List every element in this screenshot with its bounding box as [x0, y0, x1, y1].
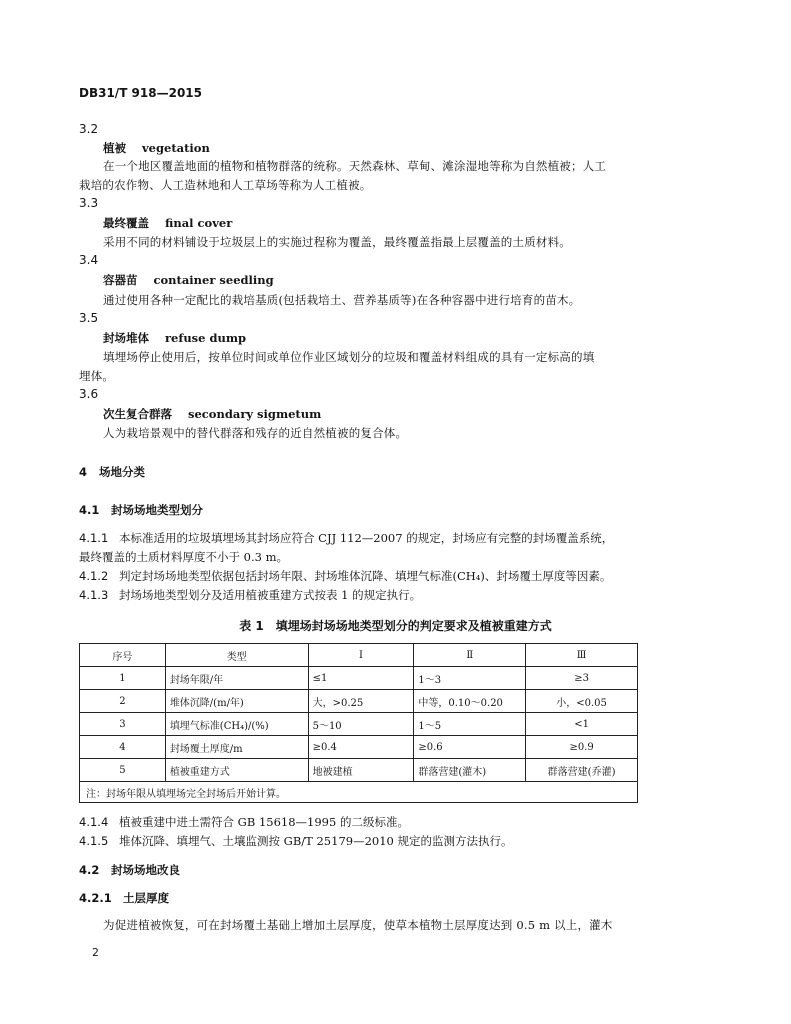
section-number: 4 — [79, 465, 88, 479]
term-en: container seedling — [153, 273, 274, 287]
term-title — [103, 140, 210, 156]
term-en: vegetation — [142, 141, 210, 155]
clause-number: 4.1.3 — [79, 588, 109, 602]
term-title — [103, 272, 274, 288]
table-cell: 填埋气标准(CH₄)/(%) — [165, 713, 308, 736]
table-cell: 1 — [80, 667, 166, 690]
clause-number: 4.1.5 — [79, 834, 109, 848]
term-en: refuse dump — [165, 331, 247, 345]
table-cell: 堆体沉降/(m/年) — [165, 690, 308, 713]
table-cell: ≥0.4 — [308, 736, 414, 759]
table-cell: 植被重建方式 — [165, 759, 308, 782]
term-en: secondary sigmetum — [188, 407, 322, 421]
header-cell: Ⅲ — [526, 644, 638, 667]
subsubsection-title: 土层厚度 — [123, 891, 169, 905]
term-number: 3.5 — [79, 311, 99, 325]
table-cell: 3 — [80, 713, 166, 736]
clause-number: 4.1.2 — [79, 569, 109, 583]
table-caption: 表 1 填埋场封场场地类型划分的判定要求及植被重建方式 — [239, 619, 552, 633]
term-title — [103, 330, 246, 346]
page-number: 2 — [92, 946, 99, 959]
header-cell: 类型 — [165, 644, 308, 667]
table-cell: 封场年限/年 — [165, 667, 308, 690]
clause-text: 判定封场场地类型依据包括封场年限、封场堆体沉降、填埋气标准(CH₄)、封场覆土厚度等因素。 — [119, 569, 612, 583]
header-cell: Ⅰ — [308, 644, 414, 667]
table-cell: ≤1 — [308, 667, 414, 690]
term-definition-line: 采用不同的材料铺设于垃圾层上的实施过程称为覆盖，最终覆盖指最上层覆盖的土质材料。 — [103, 235, 571, 249]
table-cell: ≥0.9 — [526, 736, 638, 759]
paragraph: 为促进植被恢复，可在封场覆土基础上增加土层厚度，使草本植物土层厚度达到 0.5 m 以上，灌木 — [103, 918, 613, 932]
subsection-title: 封场场地类型划分 — [111, 503, 203, 517]
clause-4-1-3 — [79, 587, 421, 603]
header-cell: 序号 — [80, 644, 166, 667]
clause-text: 封场场地类型划分及适用植被重建方式按表 1 的规定执行。 — [119, 588, 422, 602]
clause-text-continued: 最终覆盖的土质材料厚度不小于 0.3 m。 — [79, 550, 289, 564]
table-row — [80, 713, 638, 736]
term-title — [103, 215, 232, 231]
header-cell: Ⅱ — [414, 644, 526, 667]
subsubsection-heading — [79, 890, 169, 906]
table-cell: 小，<0.05 — [526, 690, 638, 713]
section-heading — [79, 464, 145, 480]
subsubsection-number: 4.2.1 — [79, 891, 112, 905]
table-cell: 4 — [80, 736, 166, 759]
subsection-title: 封场场地改良 — [111, 863, 180, 877]
term-definition-line: 填埋场停止使用后，按单位时间或单位作业区域划分的垃圾和覆盖材料组成的具有一定标高的填 — [103, 350, 595, 364]
subsection-number: 4.1 — [79, 503, 100, 517]
clause-4-1-2 — [79, 568, 611, 584]
term-zh: 最终覆盖 — [103, 216, 149, 230]
table-cell: <1 — [526, 713, 638, 736]
clause-text: 堆体沉降、填埋气、土壤监测按 GB/T 25179—2010 规定的监测方法执行。 — [119, 834, 513, 848]
section-title: 场地分类 — [99, 465, 145, 479]
document-code: DB31/T 918—2015 — [79, 86, 202, 100]
table-cell: 群落营建(乔灌) — [526, 759, 638, 782]
clause-text: 植被重建中进土需符合 GB 15618—1995 的二级标准。 — [119, 815, 409, 829]
table-row — [80, 667, 638, 690]
table-cell: 2 — [80, 690, 166, 713]
term-definition-line: 埋体。 — [79, 369, 115, 383]
table-cell: ≥0.6 — [414, 736, 526, 759]
subsection-heading — [79, 502, 203, 518]
term-number: 3.4 — [79, 253, 99, 267]
table-note-row — [80, 782, 638, 803]
term-zh: 容器苗 — [103, 273, 138, 287]
table-cell: 5～10 — [308, 713, 414, 736]
clause-number: 4.1.1 — [79, 531, 109, 545]
table-cell: 1～5 — [414, 713, 526, 736]
clause-4-1-5 — [79, 833, 513, 849]
term-en: final cover — [165, 216, 233, 230]
clause-4-1-4 — [79, 814, 409, 830]
table-cell: 中等，0.10～0.20 — [414, 690, 526, 713]
term-definition-line: 栽培的农作物、人工造林地和人工草场等称为人工植被。 — [79, 178, 372, 192]
table-cell: 地被建植 — [308, 759, 414, 782]
table-cell: 1～3 — [414, 667, 526, 690]
term-title — [103, 406, 321, 422]
term-definition-line: 在一个地区覆盖地面的植物和植物群落的统称。天然森林、草甸、滩涂湿地等称为自然植被；人工 — [103, 159, 607, 173]
subsection-number: 4.2 — [79, 863, 100, 877]
classification-table — [79, 643, 638, 803]
table-cell: 5 — [80, 759, 166, 782]
table-row — [80, 736, 638, 759]
term-zh: 封场堆体 — [103, 331, 149, 345]
term-definition-line: 通过使用各种一定配比的栽培基质(包括栽培土、营养基质等)在各种容器中进行培育的苗木。 — [103, 293, 581, 307]
term-number: 3.6 — [79, 387, 99, 401]
clause-text: 本标准适用的垃圾填埋场其封场应符合 CJJ 112—2007 的规定，封场应有完整的封场覆盖系统， — [119, 531, 614, 545]
term-definition-line: 人为栽培景观中的替代群落和残存的近自然植被的复合体。 — [103, 426, 408, 440]
subsection-heading — [79, 862, 180, 878]
table-note: 注：封场年限从填埋场完全封场后开始计算。 — [80, 782, 638, 803]
table-cell: ≥3 — [526, 667, 638, 690]
term-zh: 次生复合群落 — [103, 407, 172, 421]
clause-4-1-1 — [79, 530, 613, 546]
table-row — [80, 690, 638, 713]
table-cell: 封场覆土厚度/m — [165, 736, 308, 759]
table-header-row — [80, 644, 638, 667]
term-number: 3.2 — [79, 122, 99, 136]
table-cell: 群落营建(灌木) — [414, 759, 526, 782]
table-row — [80, 759, 638, 782]
term-number: 3.3 — [79, 196, 99, 210]
term-zh: 植被 — [103, 141, 126, 155]
clause-number: 4.1.4 — [79, 815, 109, 829]
table-cell: 大，>0.25 — [308, 690, 414, 713]
